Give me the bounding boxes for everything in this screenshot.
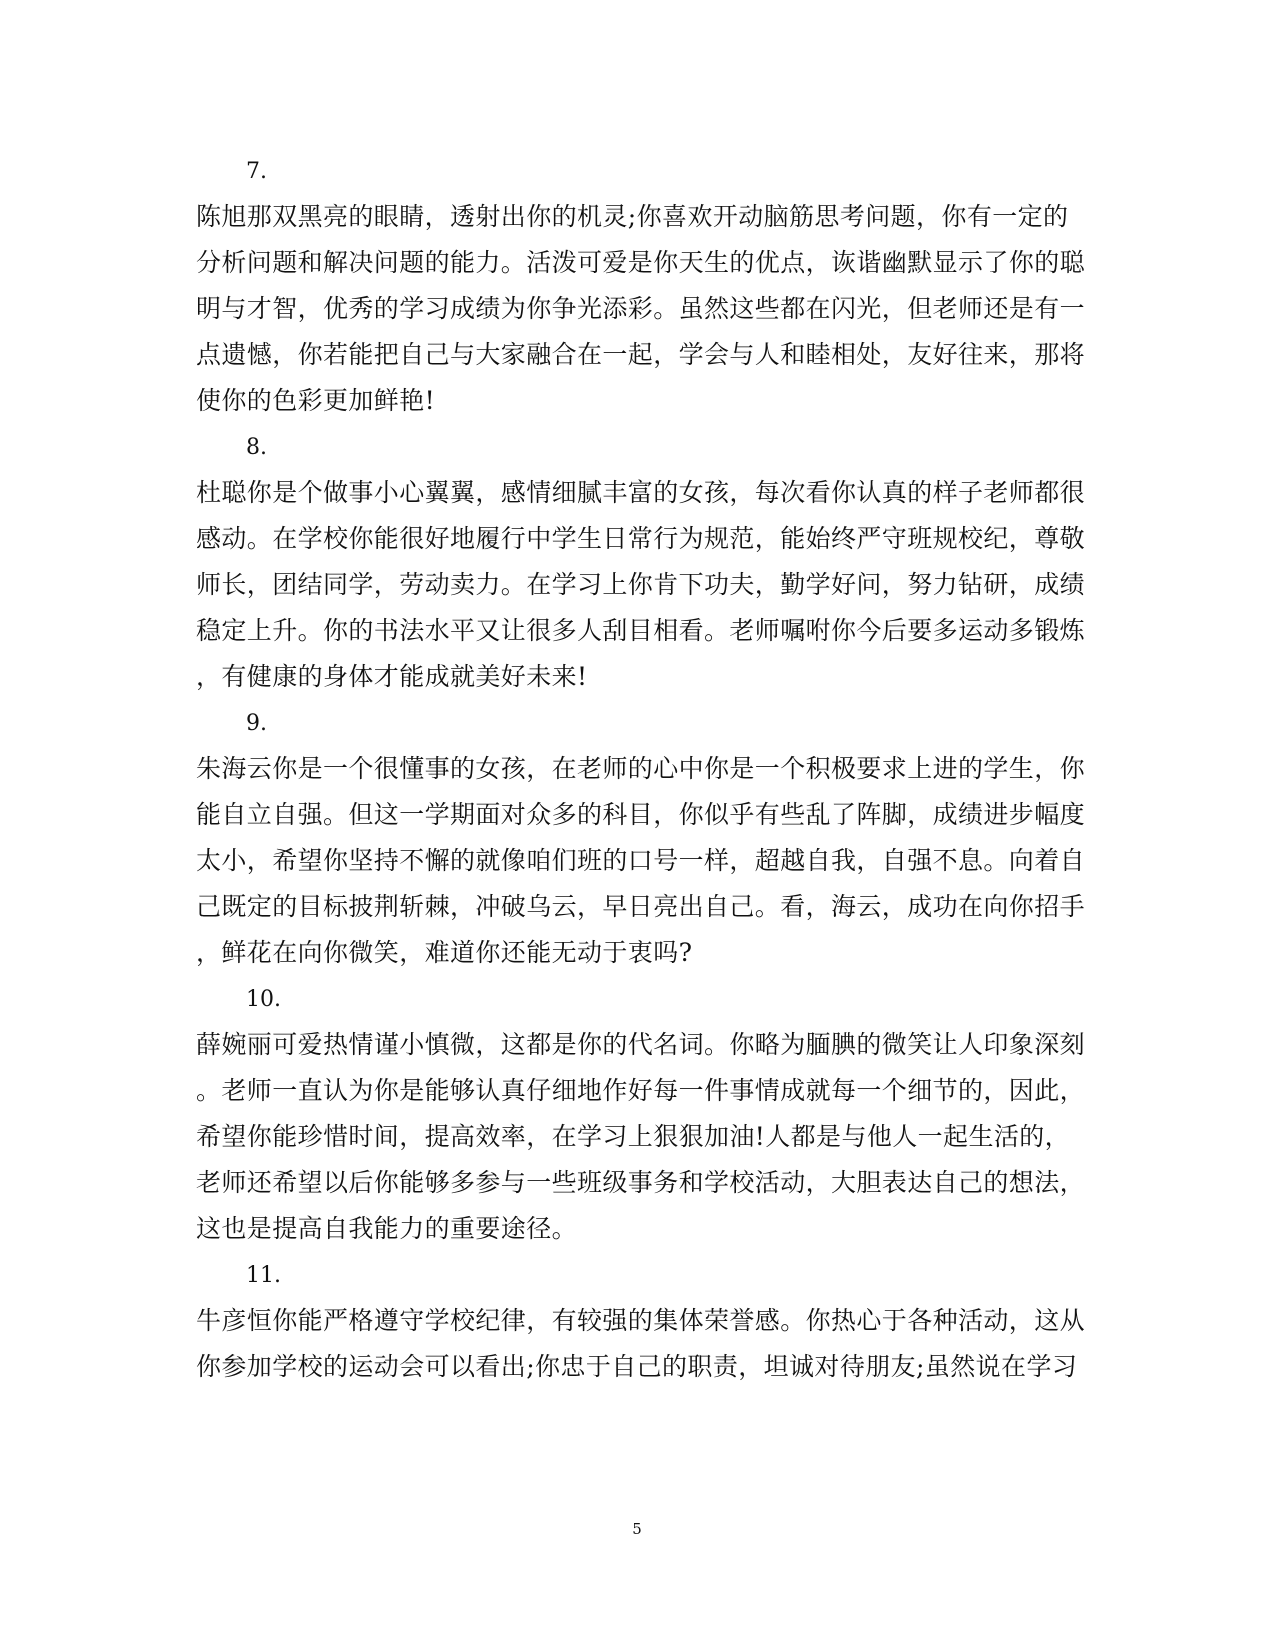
paragraph-line: 朱海云你是一个很懂事的女孩，在老师的心中你是一个积极要求上进的学生，你	[196, 754, 1086, 783]
paragraph-line: 杜聪你是个做事小心翼翼，感情细腻丰富的女孩，每次看你认真的样子老师都很	[196, 478, 1086, 507]
entry-number: 11.	[246, 1263, 281, 1288]
paragraph-line: 这也是提高自我能力的重要途径。	[196, 1214, 578, 1243]
paragraph-line: 师长，团结同学，劳动卖力。在学习上你肯下功夫，勤学好问，努力钻研，成绩	[196, 570, 1086, 599]
paragraph-line: 使你的色彩更加鲜艳!	[196, 386, 436, 415]
paragraph-line: ，有健康的身体才能成就美好未来!	[196, 662, 588, 691]
paragraph-line: 能自立自强。但这一学期面对众多的科目，你似乎有些乱了阵脚，成绩进步幅度	[196, 800, 1086, 829]
page-number: 5	[632, 1520, 642, 1538]
entry-number: 10.	[246, 987, 281, 1012]
paragraph-line: 己既定的目标披荆斩棘，冲破乌云，早日亮出自己。看，海云，成功在向你招手	[196, 892, 1086, 921]
entry-number: 9.	[246, 711, 267, 736]
paragraph-line: 分析问题和解决问题的能力。活泼可爱是你天生的优点，诙谐幽默显示了你的聪	[196, 248, 1086, 277]
paragraph-line: 太小，希望你坚持不懈的就像咱们班的口号一样，超越自我，自强不息。向着自	[196, 846, 1086, 875]
paragraph-line: 感动。在学校你能很好地履行中学生日常行为规范，能始终严守班规校纪，尊敬	[196, 524, 1086, 553]
paragraph-line: 薛婉丽可爱热情谨小慎微，这都是你的代名词。你略为腼腆的微笑让人印象深刻	[196, 1030, 1086, 1059]
entry-number: 7.	[246, 159, 267, 184]
paragraph-line: 你参加学校的运动会可以看出;你忠于自己的职责，坦诚对待朋友;虽然说在学习	[196, 1352, 1078, 1381]
paragraph-line: 稳定上升。你的书法水平又让很多人刮目相看。老师嘱咐你今后要多运动多锻炼	[196, 616, 1086, 645]
paragraph-line: ，鲜花在向你微笑，难道你还能无动于衷吗?	[196, 938, 693, 967]
paragraph-line: 牛彦恒你能严格遵守学校纪律，有较强的集体荣誉感。你热心于各种活动，这从	[196, 1306, 1086, 1335]
paragraph-line: 陈旭那双黑亮的眼睛，透射出你的机灵;你喜欢开动脑筋思考问题，你有一定的	[196, 202, 1069, 231]
paragraph-line: 老师还希望以后你能够多参与一些班级事务和学校活动，大胆表达自己的想法，	[196, 1168, 1086, 1197]
paragraph-line: 希望你能珍惜时间，提高效率，在学习上狠狠加油!人都是与他人一起生活的，	[196, 1122, 1071, 1151]
paragraph-line: 明与才智，优秀的学习成绩为你争光添彩。虽然这些都在闪光，但老师还是有一	[196, 294, 1086, 323]
paragraph-line: 点遗憾，你若能把自己与大家融合在一起，学会与人和睦相处，友好往来，那将	[196, 340, 1086, 369]
entry-number: 8.	[246, 435, 267, 460]
paragraph-line: 。老师一直认为你是能够认真仔细地作好每一件事情成就每一个细节的，因此，	[196, 1076, 1086, 1105]
